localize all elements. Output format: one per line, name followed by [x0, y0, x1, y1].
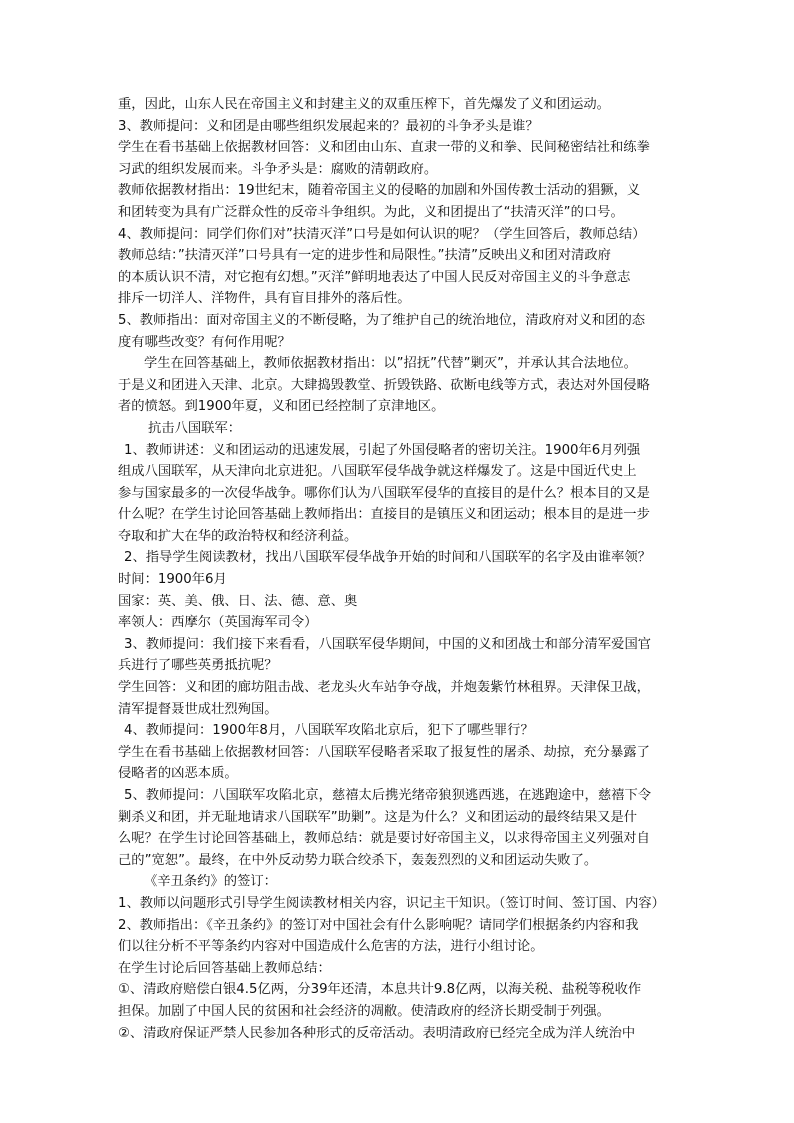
text-line: 国家：英、美、俄、日、法、德、意、奥 [118, 593, 358, 609]
text-line: 3、教师提问：义和团是由哪些组织发展起来的？最初的斗争矛头是谁？ [118, 118, 539, 134]
text-line: 学生在回答基础上，教师依据教材指出：以”招抚”代替”剿灭”，并承认其合法地位。 [144, 356, 637, 372]
text-line: 清军提督聂世成壮烈殉国。 [118, 701, 278, 717]
text-line: 参与国家最多的一次侵华战争。哪你们认为八国联军侵华的直接目的是什么？根本目的又是 [118, 485, 650, 501]
text-line: 学生在看书基础上依据教材回答：八国联军侵略者采取了报复性的屠杀、劫掠，充分暴露了 [118, 744, 650, 760]
text-line: 者的愤怒。到1900年夏，义和团已经控制了京津地区。 [118, 399, 445, 415]
text-line: 们以往分析不平等条约内容对中国造成什么危害的方法，进行小组讨论。 [118, 939, 544, 955]
text-line: 2、指导学生阅读教材，找出八国联军侵华战争开始的时间和八国联军的名字及由谁率领？ [124, 550, 652, 566]
text-line: 《辛丑条约》的签订： [144, 874, 277, 890]
text-line: 己的”宽恕”。最终，在中外反动势力联合绞杀下，轰轰烈烈的义和团运动失败了。 [118, 852, 598, 868]
text-line: 5、教师提问：八国联军攻陷北京，慈禧太后携光绪帝狼狈逃西逃，在逃跑途中，慈禧下令 [124, 788, 652, 803]
text-line: 于是义和团进入天津、北京。大肆捣毁教堂、折毁铁路、砍断电线等方式，表达对外国侵略 [118, 377, 650, 393]
text-line: 度有哪些改变？有何作用呢？ [118, 334, 291, 350]
text-line: 抗击八国联军： [148, 420, 242, 436]
text-line: 夺取和扩大在华的政治特权和经济利益。 [118, 528, 358, 544]
text-line: 侵略者的凶恶本质。 [118, 766, 238, 782]
text-line: ②、清政府保证严禁人民参加各种形式的反帝活动。表明清政府已经完全成为洋人统治中 [118, 1025, 636, 1041]
text-line: 么呢？在学生讨论回答基础上，教师总结：就是要讨好帝国主义，以求得帝国主义列强对自 [118, 831, 650, 847]
text-line: 1、教师讲述：义和团运动的迅速发展，引起了外国侵略者的密切关注。1900年6月列强 [124, 442, 641, 458]
text-line: 什么呢？在学生讨论回答基础上教师指出：直接目的是镇压义和团运动；根本目的是进一步 [118, 507, 650, 523]
text-line: 教师总结：”扶清灭洋”口号具有一定的进步性和局限性。”扶清”反映出义和团对清政府 [118, 248, 611, 264]
text-line: 组成八国联军，从天津向北京进犯。八国联军侵华战争就这样爆发了。这是中国近代史上 [118, 464, 637, 480]
document-body [118, 94, 698, 1044]
text-line: 习武的组织发展而来。斗争矛头是：腐败的清朝政府。 [118, 161, 438, 177]
text-line: 4、教师提问：同学们你们对”扶清灭洋”口号是如何认识的呢？（学生回答后，教师总结） [118, 226, 646, 242]
text-line: 3、教师提问：我们接下来看看，八国联军侵华期间，中国的义和团战士和部分清军爱国官 [124, 636, 652, 652]
text-line: 排斥一切洋人、洋物件，具有盲目排外的落后性。 [118, 291, 411, 307]
text-line: 的本质认识不清，对它抱有幻想。”灭洋”鲜明地表达了中国人民反对帝国主义的斗争意志 [118, 269, 631, 285]
text-line: 时间：1900年6月 [118, 572, 227, 588]
text-line: 学生回答：义和团的廊坊阻击战、老龙头火车站争夺战，并炮轰紫竹林租界。天津保卫战， [118, 680, 650, 696]
text-line: 担保。加剧了中国人民的贫困和社会经济的凋敝。使清政府的经济长期受制于列强。 [118, 1003, 610, 1019]
text-line: 率领人：西摩尔（英国海军司令） [118, 615, 318, 631]
text-line: 4、教师提问：1900年8月，八国联军攻陷北京后，犯下了哪些罪行？ [124, 723, 534, 739]
text-line: 5、教师指出：面对帝国主义的不断侵略，为了维护自己的统治地位，清政府对义和团的态 [118, 312, 646, 328]
text-line: 2、教师指出：《辛丑条约》的签订对中国社会有什么影响呢？请同学们根据条约内容和我 [118, 917, 639, 933]
text-line: 在学生讨论后回答基础上教师总结： [118, 960, 331, 976]
text-line: 重，因此，山东人民在帝国主义和封建主义的双重压榨下，首先爆发了义和团运动。 [118, 97, 610, 112]
text-line: 教师依据教材指出：19世纪末，随着帝国主义的侵略的加剧和外国传教士活动的猖獗，义 [118, 183, 641, 199]
text-line: 兵进行了哪些英勇抵抗呢？ [118, 658, 278, 674]
text-line: 和团转变为具有广泛群众性的反帝斗争组织。为此，义和团提出了“扶清灭洋”的口号。 [118, 204, 624, 220]
text-line: 1、教师以问题形式引导学生阅读教材相关内容，识记主干知识。（签订时间、签订国、内容） [118, 895, 665, 911]
text-line: ①、清政府赔偿白银4.5亿两，分39年还清，本息共计9.8亿两，以海关税、盐税等税收作 [118, 982, 642, 998]
text-line: 剿杀义和团，并无耻地请求八国联军”助剿”。这是为什么？义和团运动的最终结果又是什 [118, 809, 638, 825]
text-line: 学生在看书基础上依据教材回答：义和团由山东、直隶一带的义和拳、民间秘密结社和练拳 [118, 140, 650, 156]
